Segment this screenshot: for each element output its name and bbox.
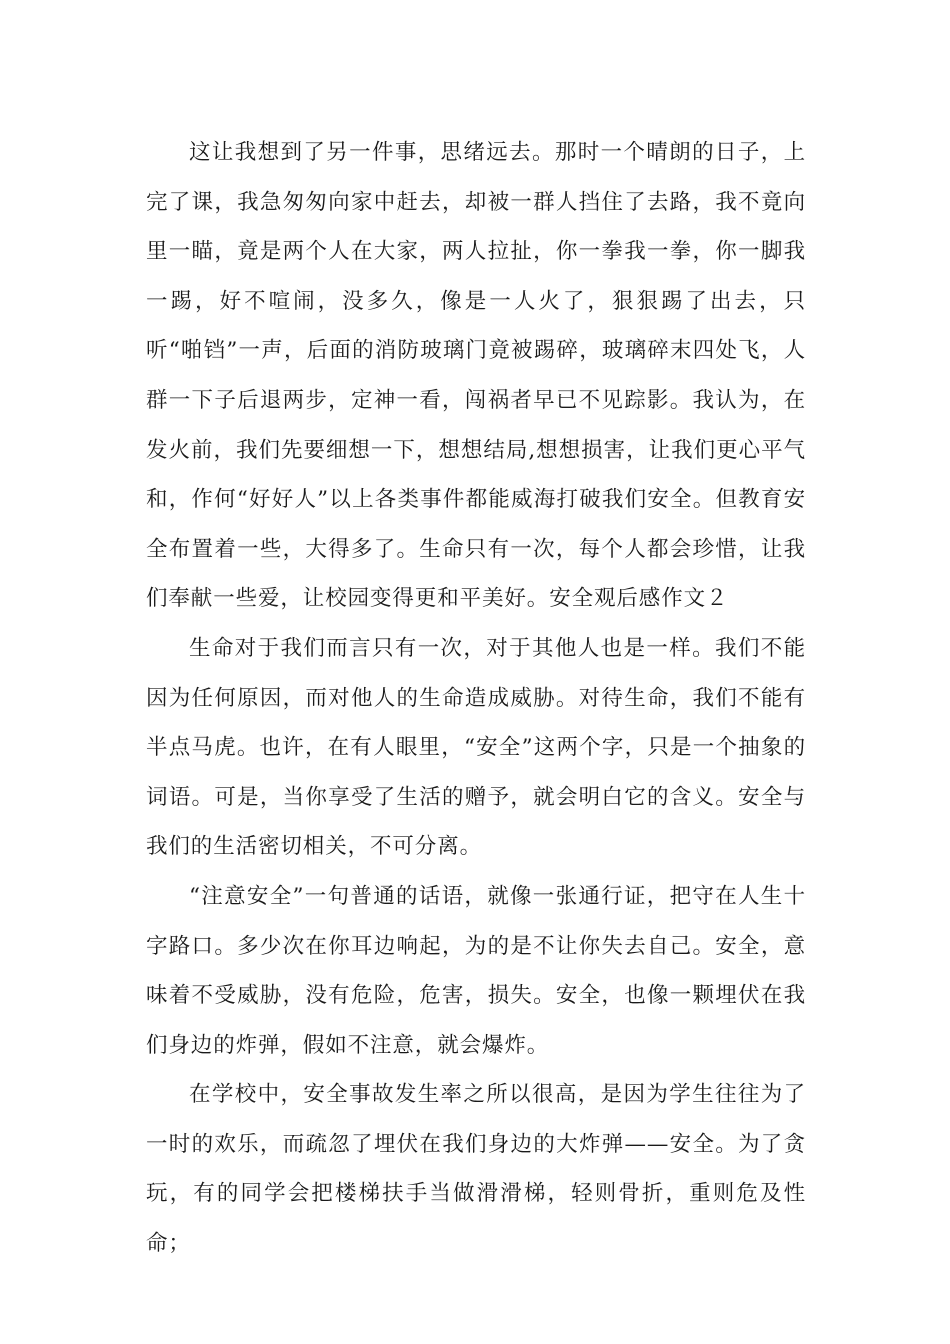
paragraph-4: 在学校中，安全事故发生率之所以很高，是因为学生往往为了一时的欢乐，而疏忽了埋伏在我们身边的大炸弹——安全。为了贪玩，有的同学会把楼梯扶手当做滑滑梯，轻则骨折，重则危及性命； bbox=[146, 1082, 806, 1257]
document-page bbox=[146, 128, 806, 1269]
paragraph-3: “注意安全”一句普通的话语，就像一张通行证，把守在人生十字路口。多少次在你耳边响起，为的是不让你失去自己。安全，意味着不受威胁，没有危险，危害，损失。安全，也像一颗埋伏在我们身边的炸弹，假如不注意，就会爆炸。 bbox=[146, 883, 806, 1058]
paragraph-2: 生命对于我们而言只有一次，对于其他人也是一样。我们不能因为任何原因，而对他人的生命造成威胁。对待生命，我们不能有半点马虎。也许，在有人眼里，“安全”这两个字，只是一个抽象的词语。可是，当你享受了生活的赠予，就会明白它的含义。安全与我们的生活密切相关，不可分离。 bbox=[146, 635, 806, 860]
paragraph-1: 这让我想到了另一件事，思绪远去。那时一个晴朗的日子，上完了课，我急匆匆向家中赶去，却被一群人挡住了去路，我不竟向里一瞄，竟是两个人在大家，两人拉扯，你一拳我一拳，你一脚我一踢，好不喧闹，没多久，像是一人火了，狠狠踢了出去，只听“啪铛”一声，后面的消防玻璃门竟被踢碎，玻璃碎末四处飞，人群一下子后退两步，定神一看，闯祸者早已不见踪影。我认为，在发火前，我们先要细想一下，想想结局,想想损害，让我们更心平气和，作何“好好人”以上各类事件都能威海打破我们安全。但教育安全布置着一些，大得多了。生命只有一次，每个人都会珍惜，让我们奉献一些爱，让校园变得更和平美好。安全观后感作文２ bbox=[146, 140, 806, 612]
